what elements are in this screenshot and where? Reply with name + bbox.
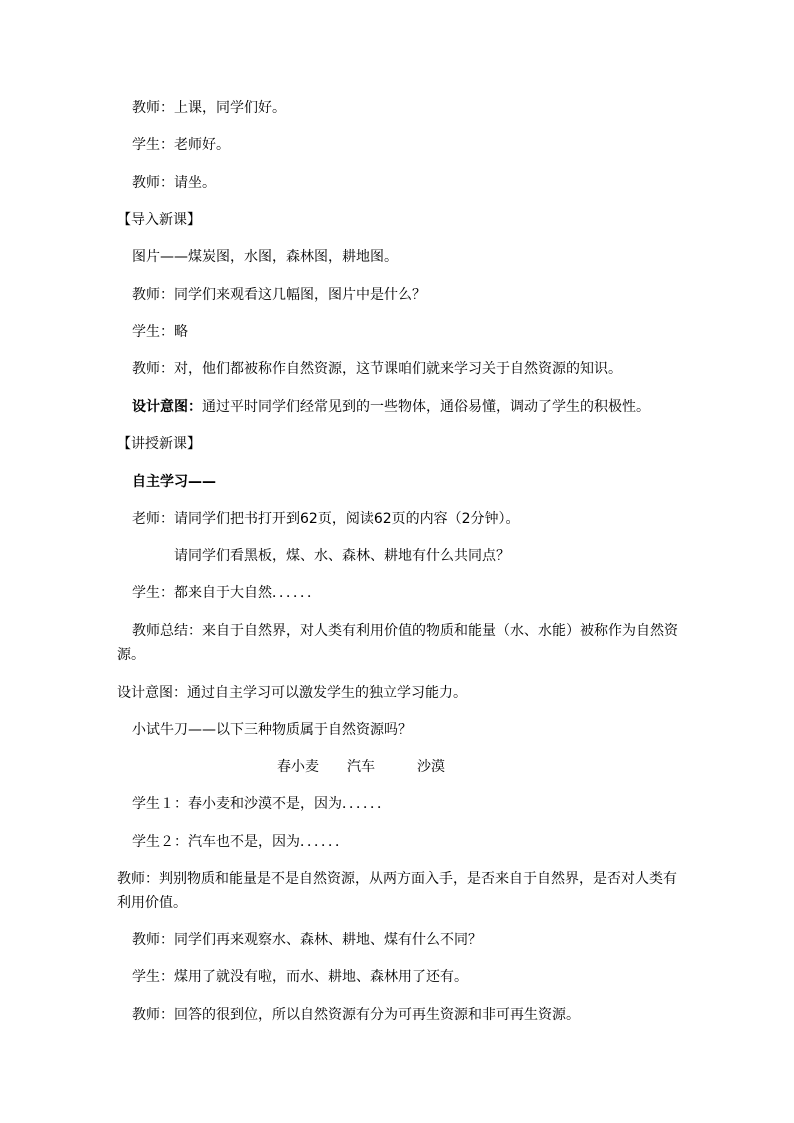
dialogue-line: 教师：同学们来观看这几幅图，图片中是什么？ <box>132 287 426 303</box>
dialogue-line: 教师：回答的很到位，所以自然资源有分为可再生资源和非可再生资源。 <box>132 1007 580 1023</box>
dialogue-line-continued: 利用价值。 <box>117 895 187 911</box>
design-intent: 设计意图：通过自主学习可以激发学生的独立学习能力。 <box>117 685 467 701</box>
option-2: 汽车 <box>347 759 375 775</box>
dialogue-line: 学生２：汽车也不是，因为．．．．．． <box>132 834 349 850</box>
paragraph: 小试牛刀——以下三种物质属于自然资源吗？ <box>132 722 412 738</box>
design-intent-label: 设计意图： <box>132 399 202 415</box>
dialogue-line: 学生：老师好。 <box>132 137 230 153</box>
option-1: 春小麦 <box>277 759 319 775</box>
design-intent-text: 通过平时同学们经常见到的一些物体，通俗易懂，调动了学生的积极性。 <box>202 399 650 415</box>
dialogue-line: 教师：上课，同学们好。 <box>132 100 286 116</box>
design-intent <box>132 398 650 416</box>
dialogue-line: 教师：判别物质和能量是不是自然资源，从两方面入手，是否来自于自然界，是否对人类有 <box>117 871 677 887</box>
paragraph: 图片——煤炭图，水图，森林图，耕地图。 <box>132 249 398 265</box>
dialogue-line: 教师：同学们再来观察水、森林、耕地、煤有什么不同？ <box>132 932 482 948</box>
dialogue-line: 教师：对，他们都被称作自然资源，这节课咱们就来学习关于自然资源的知识。 <box>132 361 622 377</box>
dialogue-line: 学生：略 <box>132 324 188 340</box>
dialogue-line: 学生：都来自于大自然．．．．．． <box>132 585 321 601</box>
dialogue-line: 学生１：春小麦和沙漠不是，因为．．．．．． <box>132 796 391 812</box>
dialogue-line: 教师总结：来自于自然界，对人类有利用价值的物质和能量（水、水能）被称作为自然资 <box>132 623 678 639</box>
option-3: 沙漠 <box>417 759 445 775</box>
subsection-heading: 自主学习—— <box>132 474 216 490</box>
section-heading: 【导入新课】 <box>117 212 201 228</box>
dialogue-line: 学生：煤用了就没有啦，而水、耕地、森林用了还有。 <box>132 969 468 985</box>
dialogue-line-continued: 源。 <box>117 647 145 663</box>
dialogue-line: 老师：请同学们把书打开到62页，阅读62页的内容（2分钟）。 <box>132 511 520 527</box>
dialogue-line: 请同学们看黑板，煤、水、森林、耕地有什么共同点？ <box>174 548 510 564</box>
section-heading: 【讲授新课】 <box>117 436 201 452</box>
dialogue-line: 教师：请坐。 <box>132 175 216 191</box>
